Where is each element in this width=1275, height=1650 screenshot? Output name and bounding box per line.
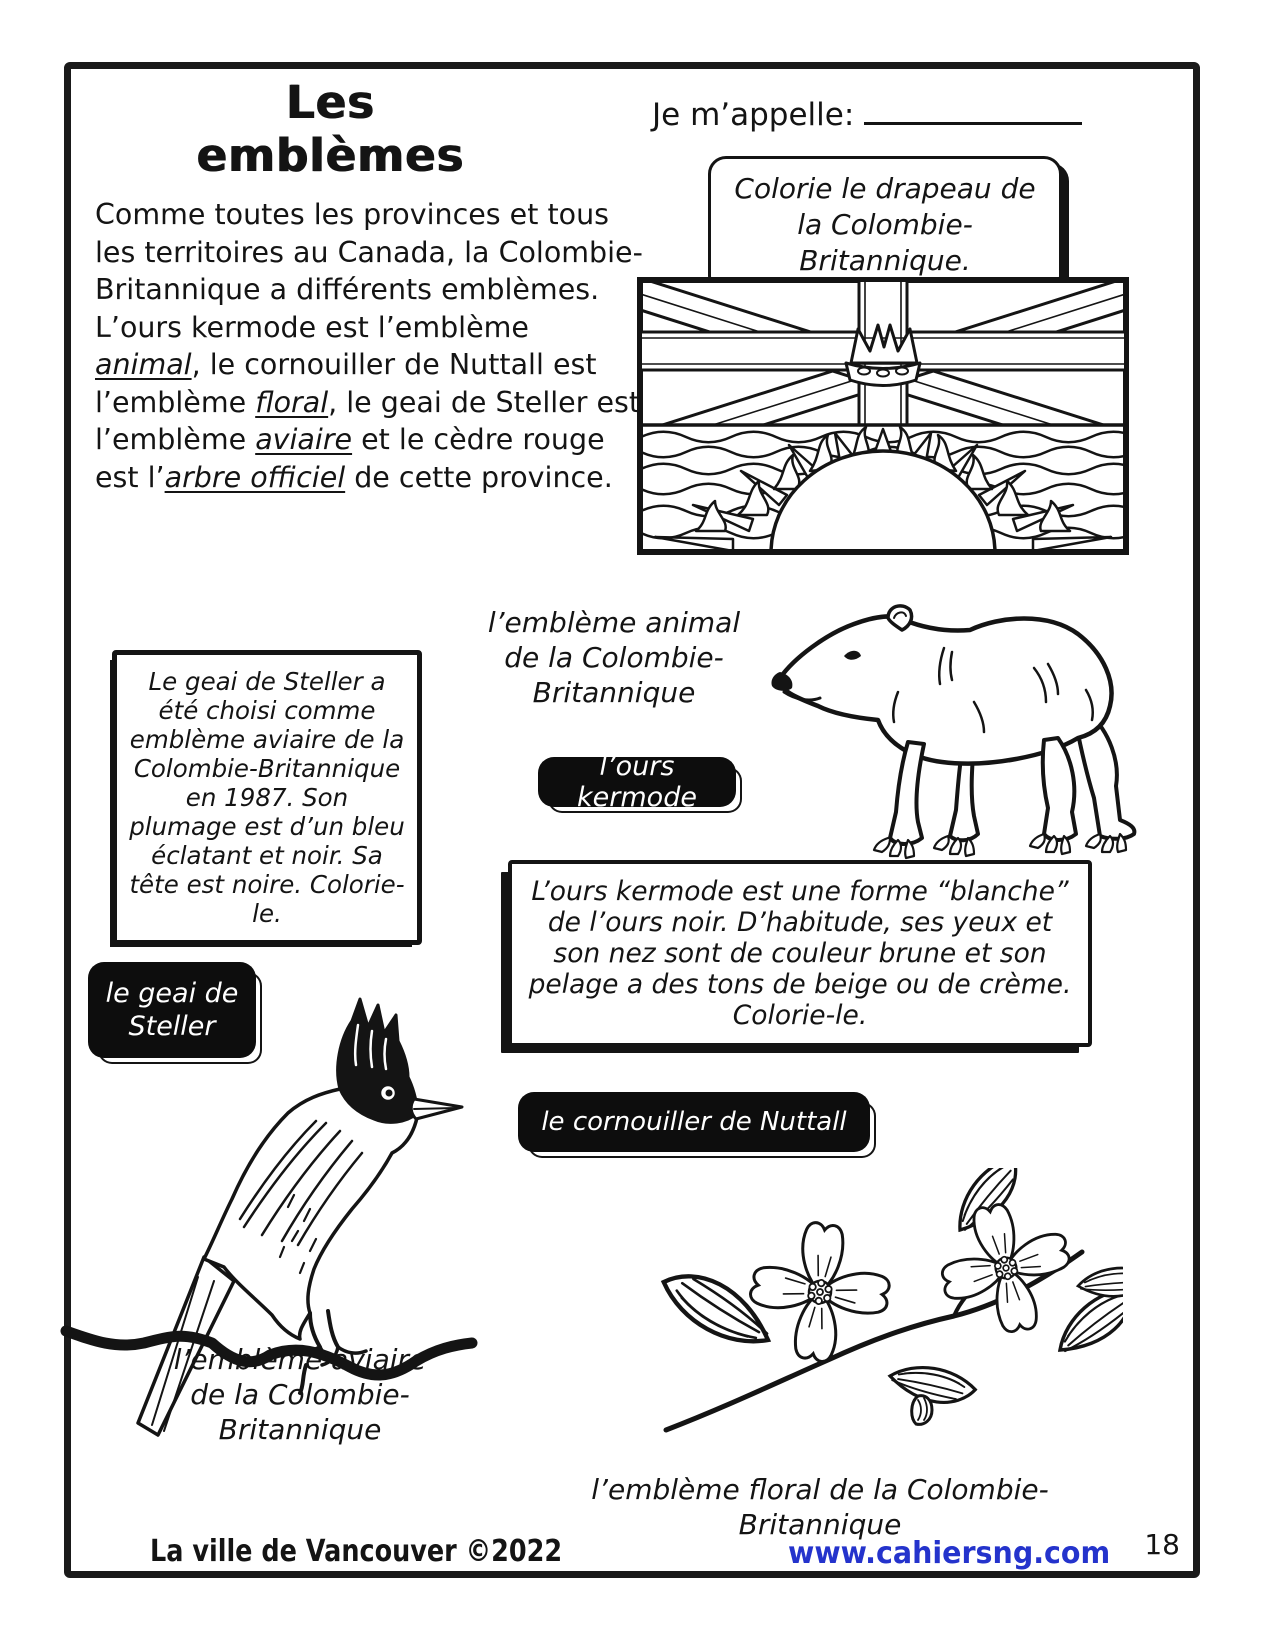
intro-text: , le cornouiller de Nuttall est l’emblème (95, 348, 597, 419)
kermode-info-box (508, 860, 1092, 1047)
bc-flag-coloring-image[interactable] (637, 277, 1129, 555)
dogwood-tag-label: le cornouiller de Nuttall (541, 1107, 847, 1137)
page-title: Les emblèmes (196, 76, 464, 182)
kermode-bear-tag (538, 751, 736, 813)
intro-emph-floral: floral (255, 385, 329, 419)
caption-animal-emblem: l’emblème animal de la Colombie-Britannique (487, 606, 741, 709)
color-flag-instruction-box (708, 156, 1062, 294)
intro-emph-animal: animal (95, 348, 192, 381)
jay-info-text: Le geai de Steller a été choisi comme emblème aviaire de la Colombie-Britannique en 1987. Son plumage est d’un bleu éclatant et noir. Sa tête est noire. Colorie-le. (129, 667, 405, 928)
caption-floral-emblem: l’emblème floral de la Colombie-Britannique (591, 1473, 1049, 1541)
bc-flag-illustration (637, 277, 1129, 555)
color-flag-instruction: Colorie le drapeau de la Colombie-Britannique. (734, 172, 1036, 277)
intro-text: de cette province. (345, 460, 613, 494)
name-blank-line[interactable] (864, 92, 1082, 125)
intro-emph-aviaire: aviaire (255, 423, 353, 456)
intro-paragraph (95, 196, 643, 496)
name-field-row (652, 92, 1082, 133)
intro-text: et le cèdre rouge est l’ (95, 423, 605, 494)
jay-info-box (112, 650, 422, 945)
kermode-bear-tag-label: l’ours kermode (577, 751, 697, 813)
page-number: 18 (1144, 1528, 1180, 1561)
copyright-text: La ville de Vancouver ©2022 (150, 1534, 563, 1569)
dogwood-illustration (608, 1168, 1123, 1440)
intro-text: Comme toutes les provinces et tous les territoires au Canada, la Colombie-Britannique a différents emblèmes. L’ours kermode est l’emblème (95, 198, 643, 344)
name-label: Je m’appelle: (652, 97, 855, 133)
website-link[interactable]: www.cahiersng.com (788, 1536, 1111, 1571)
intro-emph-arbre: arbre officiel (164, 460, 346, 494)
dogwood-image (608, 1168, 1123, 1440)
kermode-info-text: L’ours kermode est une forme “blanche” de l’ours noir. D’habitude, ses yeux et son nez sont de couleur brune et son pelage a des tons de beige ou de crème. Colorie-le. (528, 876, 1072, 1031)
kermode-bear-illustration (738, 572, 1140, 860)
kermode-bear-image (738, 572, 1140, 860)
dogwood-tag (518, 1092, 870, 1152)
steller-jay-tag-label: le geai de Steller (105, 978, 239, 1042)
intro-text: , le geai de Steller est l’emblème (95, 385, 641, 456)
caption-avian-emblem: l’emblème aviaire de la Colombie-Britannique (173, 1343, 427, 1446)
